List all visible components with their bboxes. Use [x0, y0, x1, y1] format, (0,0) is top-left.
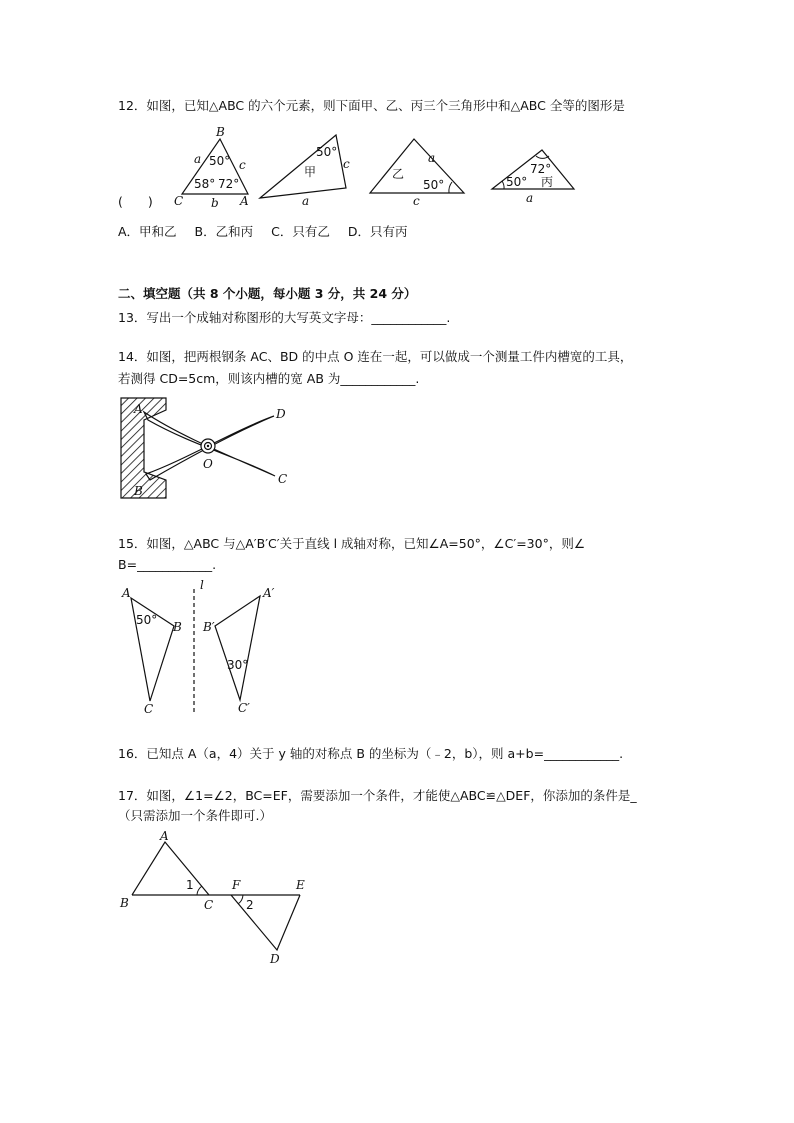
q12-figure-bing [492, 150, 574, 205]
q12-figure-yi [370, 139, 464, 208]
yi-angle: 50° [423, 178, 445, 192]
q15-label-C: C [144, 702, 154, 716]
q13 [118, 310, 450, 326]
q17-label-B: B [120, 896, 129, 910]
angle-top: 50° [209, 154, 231, 168]
q17-label-A: A [160, 829, 169, 843]
q14-blank[interactable]: ____________ [340, 371, 416, 386]
yi-a: a [428, 151, 436, 165]
label-C: C [174, 194, 184, 208]
q12-figure-abc [174, 125, 249, 210]
bing-angle-left: 50° [506, 175, 528, 189]
q17-angle-1: 1 [186, 878, 194, 892]
q17-angle-2: 2 [246, 898, 254, 912]
label-A: A [240, 194, 249, 208]
q12-text: 12．如图，已知△ABC 的六个元素，则下面甲、乙、丙三个三角形中和△ABC 全等的图形是 [118, 98, 625, 113]
q14-line1: 14．如图，把两根钢条 AC、BD 的中点 O 连在一起，可以做成一个测量工件内槽宽的工具， [118, 349, 633, 364]
q15-figure [121, 578, 275, 716]
q15-line1: 15．如图，△ABC 与△A′B′C′关于直线 l 成轴对称，已知∠A=50°，∠C′=30°，则∠ [118, 536, 586, 551]
jia-angle: 50° [316, 145, 338, 159]
q14-line2 [118, 371, 419, 387]
bing-label: 丙 [541, 175, 554, 189]
jia-c: c [343, 157, 350, 171]
q14-text: 若测得 CD=5cm，则该内槽的宽 AB 为 [118, 371, 341, 386]
q12-options [118, 224, 421, 240]
q15-end: . [212, 557, 217, 572]
yi-c: c [413, 194, 420, 208]
q15-label-l: l [200, 578, 204, 592]
q12-option-c: C．只有乙 [271, 224, 330, 239]
angle-left: 58° [194, 177, 216, 191]
q12-figure-jia [260, 135, 350, 208]
q17-label-E: E [296, 878, 305, 892]
label-c: c [239, 158, 246, 172]
q14-label-C: C [278, 472, 288, 486]
q17-figure [119, 829, 305, 966]
yi-label: 乙 [392, 167, 405, 181]
q13-blank[interactable]: ____________ [371, 310, 447, 325]
q14-figure [121, 398, 287, 498]
bing-angle-top: 72° [530, 162, 552, 176]
q14-end: . [415, 371, 420, 386]
q15-label-B2: B′ [203, 620, 215, 634]
q17-label-F: F [232, 878, 241, 892]
bing-a: a [526, 191, 534, 205]
q15-label-C2: C′ [238, 701, 250, 715]
angle-right: 72° [218, 177, 240, 191]
jia-a: a [302, 194, 310, 208]
q12-option-b: B．乙和丙 [194, 224, 254, 239]
label-b: b [211, 196, 219, 210]
q15-text: B= [118, 557, 138, 572]
q15-blank[interactable]: ____________ [137, 557, 213, 572]
q17-line1: 17．如图，∠1=∠2，BC=EF，需要添加一个条件，才能使△ABC≌△DEF，你添加的条件是_ [118, 788, 637, 803]
q14-label-O: O [203, 457, 213, 471]
q14-label-A: A [134, 402, 143, 416]
q16 [118, 746, 623, 762]
label-a: a [194, 152, 202, 166]
q16-end: . [619, 746, 624, 761]
q15-label-A2: A′ [263, 586, 275, 600]
label-B: B [216, 125, 225, 139]
q13-end: . [446, 310, 451, 325]
q13-text: 13．写出一个成轴对称图形的大写英文字母： [118, 310, 372, 325]
q14-label-B: B [134, 484, 143, 498]
section2-title: 二、填空题（共 8 个小题，每小题 3 分，共 24 分） [118, 286, 417, 301]
q17-line2: （只需添加一个条件即可.） [118, 808, 272, 823]
q15-label-B: B [173, 620, 182, 634]
q17-label-C: C [204, 898, 214, 912]
q15-angle-50: 50° [136, 613, 158, 627]
q15-angle-30: 30° [227, 658, 249, 672]
q16-text: 16．已知点 A（a，4）关于 y 轴的对称点 B 的坐标为（﹣2，b），则 a+b= [118, 746, 545, 761]
q12-option-a: A．甲和乙 [118, 224, 177, 239]
q12-paren: ( ) [118, 194, 153, 209]
q16-blank[interactable]: ____________ [544, 746, 620, 761]
q12-option-d: D．只有丙 [347, 224, 408, 239]
q14-label-D: D [276, 407, 286, 421]
jia-label: 甲 [304, 165, 317, 179]
q15-line2 [118, 557, 216, 573]
q15-label-A: A [122, 586, 131, 600]
q17-label-D: D [270, 952, 280, 966]
